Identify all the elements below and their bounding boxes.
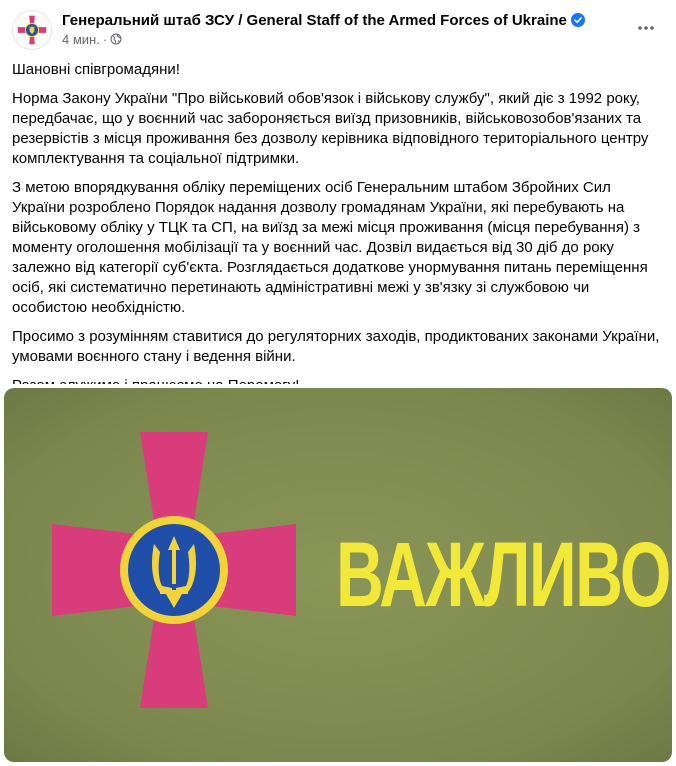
- author-name[interactable]: Генеральний штаб ЗСУ / General Staff of the Armed Forces of Ukraine: [62, 11, 567, 29]
- post-timestamp[interactable]: 4 мин.: [62, 31, 100, 47]
- post-paragraph: Просимо з розумінням ставитися до регуляторних заходів, продиктованих законами України, умовами воєнного стану і ведення війни.: [12, 328, 660, 365]
- armed-forces-emblem-icon: [13, 11, 51, 49]
- verified-badge-icon: [571, 13, 585, 27]
- avatar[interactable]: [12, 10, 52, 50]
- important-label: ВАЖЛИВО: [336, 524, 670, 626]
- post-header: [0, 0, 676, 58]
- meta-separator: ·: [102, 31, 108, 47]
- post-meta: [62, 31, 122, 47]
- globe-icon[interactable]: [110, 33, 122, 45]
- post-paragraph: Норма Закону України "Про військовий обов'язок і військову службу", який діє з 1992 року, передбачає, що у воєнний час забороняється виїзд призовників, військовозобов'язаних та резервістів з місця проживання без дозволу керівника відповідного територіального центру комплектування та соціальної підтримки.: [12, 90, 649, 167]
- more-options-button[interactable]: [634, 16, 658, 40]
- post-paragraph: Шановні співгромадяни!: [12, 61, 180, 78]
- more-horizontal-icon: [636, 18, 656, 38]
- post-text: [12, 60, 660, 405]
- post-paragraph: З метою впорядкування обліку переміщених осіб Генеральним штабом Збройних Сил України розроблено Порядок надання дозволу громадянам України, які перебувають на військовому обліку у ТЦК та СП, на виїзд за межі місця проживання (місця перебування) з моменту оголошення мобілізації та у воєнний час. Дозвіл видається від 30 діб до року залежно від категорії суб'єкта. Розглядається додаткове унормування питань переміщення осіб, які систематично перетинають адміністративні межі у зв'язку зі службовою чи особистою необхідністю.: [12, 179, 648, 316]
- author-line: [62, 10, 585, 30]
